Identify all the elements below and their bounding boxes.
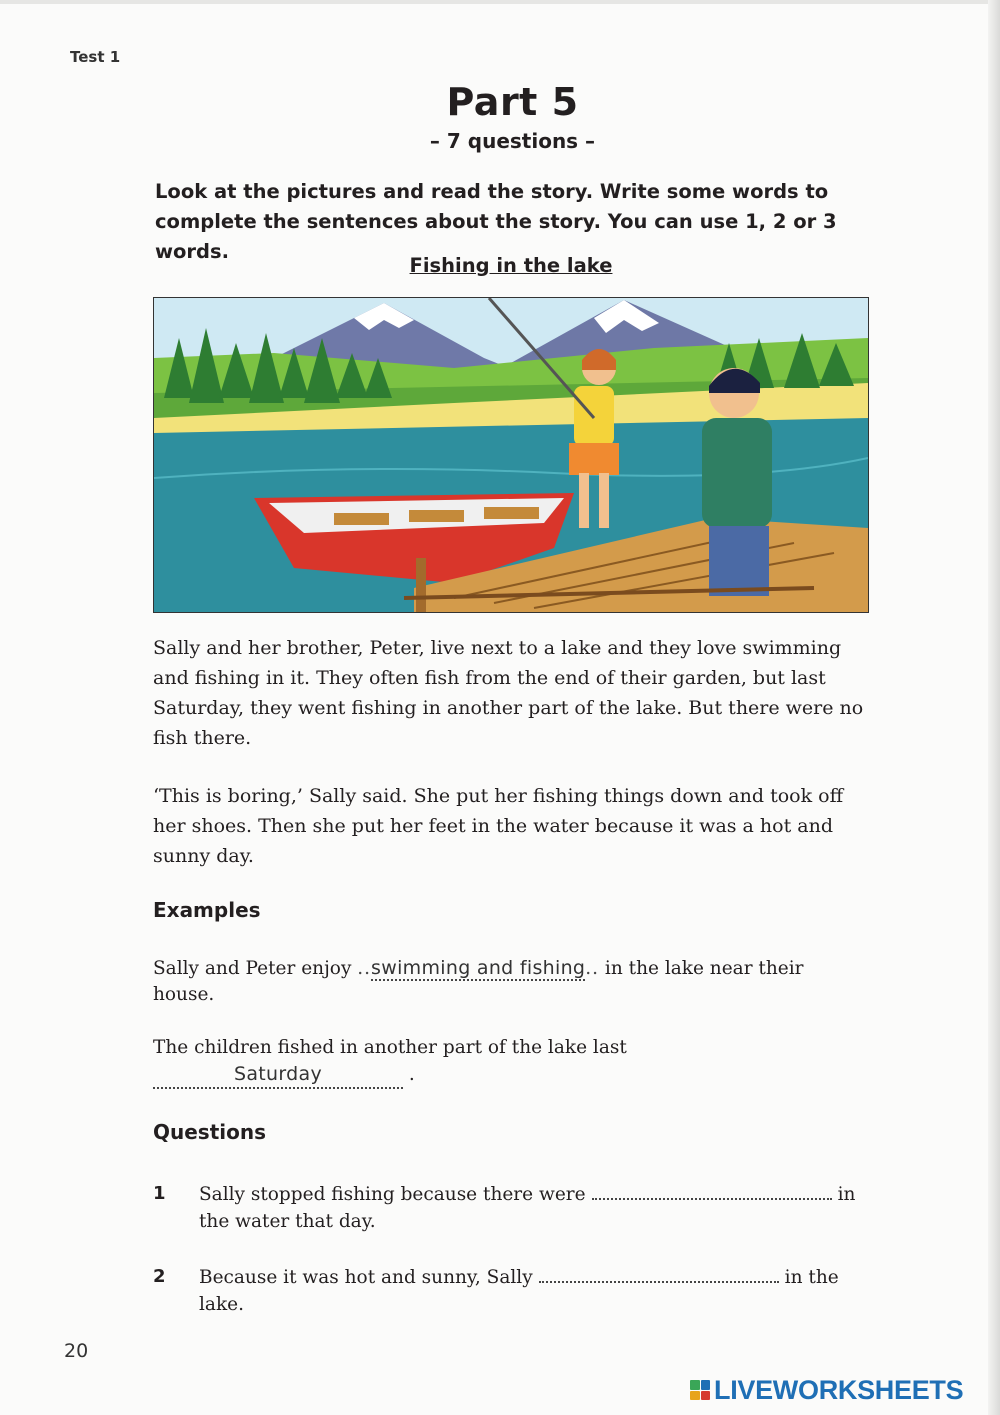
page-right-edge <box>988 0 1000 1415</box>
question-1 <box>153 1180 873 1240</box>
example-2-after: . <box>403 1064 415 1085</box>
example-1 <box>153 955 853 1008</box>
example-1-dots-right: .. <box>585 958 600 979</box>
instructions: Look at the pictures and read the story. Write some words to complete the sentences about the story. You can use 1, 2 or 3 words. <box>155 180 837 263</box>
page-top-edge <box>0 0 1000 4</box>
test-label: Test 1 <box>70 48 121 66</box>
example-1-answer: swimming and fishing <box>371 957 586 979</box>
example-2-before: The children fished in another part of the lake last <box>153 1037 627 1058</box>
question-2-before: Because it was hot and sunny, Sally <box>199 1267 533 1288</box>
question-2 <box>153 1263 873 1323</box>
story-illustration <box>153 297 869 613</box>
story-title: Fishing in the lake <box>409 254 613 277</box>
example-2-answer: Saturday <box>153 1061 403 1089</box>
story-paragraph-2: ‘This is boring,’ Sally said. She put her fishing things down and took off her shoes. Then she put her feet in the water because it was a hot and sunny day. <box>153 785 844 867</box>
example-1-after: in the lake near their house. <box>153 958 804 1005</box>
lake-fishing-scene-icon <box>154 298 868 612</box>
question-1-number: 1 <box>153 1183 166 1204</box>
examples-heading: Examples <box>153 898 261 922</box>
questions-heading: Questions <box>153 1120 267 1144</box>
part-title: Part 5 <box>446 80 579 124</box>
liveworksheets-text: LIVEWORKSHEETS <box>714 1374 964 1405</box>
question-1-before: Sally stopped fishing because there were <box>199 1184 586 1205</box>
part-subtitle: – 7 questions – <box>429 129 596 153</box>
question-2-text <box>199 1263 869 1318</box>
page-number: 20 <box>64 1340 89 1362</box>
liveworksheets-logo[interactable] <box>690 1375 963 1405</box>
question-2-number: 2 <box>153 1266 166 1287</box>
question-1-text <box>199 1180 869 1235</box>
example-1-dots-left: .. <box>357 958 372 979</box>
question-1-after: in the water that day. <box>199 1184 856 1232</box>
example-1-before: Sally and Peter enjoy <box>153 958 358 979</box>
question-1-answer-input[interactable] <box>592 1180 832 1200</box>
story-paragraph-1: Sally and her brother, Peter, live next to a lake and they love swimming and fishing in it. They often fish from the end of their garden, but last Saturday, they went fishing in another part of the lake. But there were no fish there. <box>153 637 864 749</box>
question-2-answer-input[interactable] <box>539 1263 779 1283</box>
example-2 <box>153 1035 853 1089</box>
liveworksheets-badge-icon <box>690 1380 710 1400</box>
question-2-after: in the lake. <box>199 1267 839 1315</box>
